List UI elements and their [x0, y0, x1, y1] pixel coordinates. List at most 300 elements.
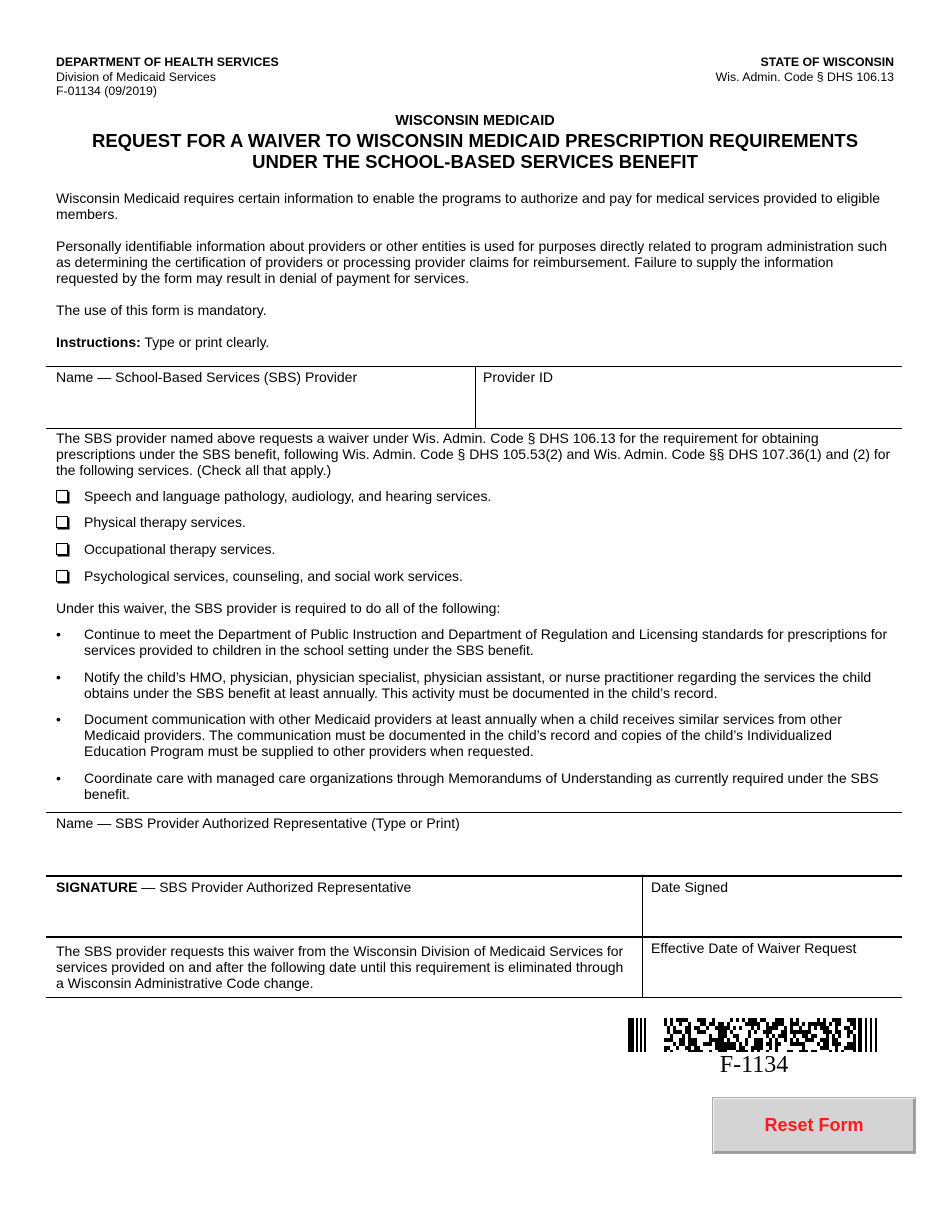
barcode-module: [829, 1030, 832, 1034]
barcode-module: [754, 1042, 757, 1046]
barcode-module: [769, 1046, 772, 1050]
barcode-module: [772, 1026, 775, 1030]
barcode-module: [850, 1046, 853, 1050]
barcode-module: [664, 1022, 667, 1026]
barcode-module: [823, 1030, 826, 1034]
barcode-module: [736, 1034, 739, 1038]
barcode-module: [754, 1030, 757, 1034]
state-name: STATE OF WISCONSIN: [760, 55, 894, 69]
barcode-module: [769, 1026, 772, 1030]
barcode-module: [805, 1030, 808, 1034]
barcode-module: [808, 1030, 811, 1034]
requirement-item: [56, 770, 896, 802]
barcode-module: [763, 1018, 766, 1022]
barcode-module: [784, 1030, 787, 1034]
barcode-module: [733, 1046, 736, 1050]
barcode-module: [781, 1030, 784, 1034]
bullet: •: [56, 711, 61, 727]
barcode-module: [718, 1022, 721, 1026]
header-right: [716, 55, 894, 84]
barcode-module: [784, 1034, 787, 1038]
barcode-module: [688, 1038, 691, 1042]
barcode-module: [706, 1042, 709, 1046]
barcode-module: [796, 1038, 799, 1042]
barcode-module: [727, 1038, 730, 1042]
barcode-module: [817, 1022, 820, 1026]
barcode: [628, 1018, 880, 1052]
barcode-module: [826, 1026, 829, 1030]
barcode-module: [703, 1022, 706, 1026]
department-name: DEPARTMENT OF HEALTH SERVICES: [56, 55, 279, 69]
barcode-module: [802, 1030, 805, 1034]
barcode-module: [751, 1046, 754, 1050]
barcode-module: [766, 1042, 769, 1046]
barcode-module: [718, 1030, 721, 1034]
barcode-module: [688, 1046, 691, 1050]
barcode-module: [730, 1030, 733, 1034]
barcode-module: [835, 1046, 838, 1050]
barcode-module: [811, 1022, 814, 1026]
barcode-bar: [858, 1018, 862, 1052]
requirement-text: Document communication with other Medicaid providers at least annually when a child receives similar services from other Medicaid providers. The communication must be documented in the child’s record and copies of the child’s Individualized Education Program must be supplied to other providers when requested.: [84, 711, 842, 760]
barcode-module: [775, 1026, 778, 1030]
barcode-module: [670, 1034, 673, 1038]
barcode-module: [850, 1042, 853, 1046]
barcode-module: [847, 1046, 850, 1050]
barcode-module: [679, 1030, 682, 1034]
barcode-module: [727, 1042, 730, 1046]
barcode-module: [694, 1026, 697, 1030]
barcode-module: [772, 1022, 775, 1026]
barcode-module: [703, 1042, 706, 1046]
barcode-module: [853, 1046, 856, 1050]
barcode-module: [796, 1042, 799, 1046]
barcode-module: [832, 1018, 835, 1022]
barcode-module: [766, 1022, 769, 1026]
barcode-module: [730, 1018, 733, 1022]
service-label: Physical therapy services.: [84, 514, 246, 530]
barcode-module: [697, 1026, 700, 1030]
barcode-module: [853, 1026, 856, 1030]
barcode-module: [685, 1046, 688, 1050]
barcode-module: [664, 1046, 667, 1050]
barcode-module: [853, 1022, 856, 1026]
barcode-module: [766, 1030, 769, 1034]
checkbox[interactable]: [56, 570, 68, 582]
checkbox[interactable]: [56, 490, 68, 502]
barcode-module: [769, 1042, 772, 1046]
intro-paragraph-2: Personally identifiable information about providers or other entities is used for purposes directly related to program administration such as determining the certification of providers or processing provider claims for reimbursement. Failure to supply the information requested by the form may result in denial of payment for services.: [56, 238, 888, 287]
barcode-module: [790, 1018, 793, 1022]
barcode-module: [742, 1018, 745, 1022]
barcode-module: [838, 1034, 841, 1038]
barcode-bar: [870, 1018, 872, 1052]
barcode-module: [664, 1038, 667, 1042]
barcode-module: [760, 1042, 763, 1046]
barcode-module: [733, 1034, 736, 1038]
barcode-module: [793, 1030, 796, 1034]
signature-label-bold: SIGNATURE: [56, 879, 138, 895]
barcode-module: [826, 1042, 829, 1046]
barcode-module: [754, 1046, 757, 1050]
barcode-module: [823, 1038, 826, 1042]
barcode-module: [769, 1038, 772, 1042]
barcode-module: [709, 1038, 712, 1042]
barcode-module: [784, 1026, 787, 1030]
barcode-module: [751, 1018, 754, 1022]
barcode-module: [820, 1046, 823, 1050]
barcode-module: [748, 1022, 751, 1026]
barcode-module: [835, 1042, 838, 1046]
form-title: [0, 113, 950, 172]
barcode-module: [847, 1034, 850, 1038]
divider: [475, 366, 476, 428]
barcode-module: [835, 1038, 838, 1042]
barcode-module: [700, 1022, 703, 1026]
representative-name-label: Name — SBS Provider Authorized Representative (Type or Print): [56, 815, 460, 831]
barcode-module: [718, 1038, 721, 1042]
barcode-module: [721, 1038, 724, 1042]
barcode-module: [790, 1042, 793, 1046]
barcode-module: [832, 1042, 835, 1046]
barcode-module: [814, 1022, 817, 1026]
barcode-module: [670, 1018, 673, 1022]
barcode-module: [844, 1046, 847, 1050]
barcode-module: [739, 1042, 742, 1046]
reset-form-button[interactable]: Reset Form: [712, 1097, 916, 1154]
service-option[interactable]: [56, 568, 463, 584]
requirements-intro: Under this waiver, the SBS provider is required to do all of the following:: [56, 600, 501, 616]
checkbox[interactable]: [56, 543, 68, 555]
barcode-module: [826, 1038, 829, 1042]
barcode-module: [727, 1046, 730, 1050]
barcode-module: [781, 1018, 784, 1022]
barcode-module: [796, 1018, 799, 1022]
barcode-module: [775, 1038, 778, 1042]
barcode-module: [667, 1030, 670, 1034]
barcode-module: [739, 1046, 742, 1050]
barcode-module: [718, 1046, 721, 1050]
barcode-module: [835, 1022, 838, 1026]
barcode-module: [778, 1042, 781, 1046]
service-option[interactable]: [56, 488, 491, 504]
barcode-module: [703, 1030, 706, 1034]
effective-date-text: The SBS provider requests this waiver from the Wisconsin Division of Medicaid Services for services provided on and after the following date until this requirement is eliminated through a Wisconsin Administrative Code change.: [56, 943, 624, 992]
barcode-module: [709, 1042, 712, 1046]
barcode-module: [757, 1026, 760, 1030]
header-left: [56, 55, 279, 99]
barcode-module: [823, 1042, 826, 1046]
requirement-text: Coordinate care with managed care organizations through Memorandums of Understanding as currently required under the SBS benefit.: [84, 770, 879, 803]
date-signed-input[interactable]: [651, 900, 895, 934]
barcode-module: [715, 1038, 718, 1042]
barcode-module: [802, 1046, 805, 1050]
barcode-module: [832, 1038, 835, 1042]
barcode-module: [790, 1022, 793, 1026]
barcode-module: [682, 1034, 685, 1038]
barcode-module: [838, 1042, 841, 1046]
barcode-module: [802, 1042, 805, 1046]
barcode-module: [742, 1046, 745, 1050]
barcode-module: [688, 1030, 691, 1034]
barcode-module: [790, 1026, 793, 1030]
barcode-module: [757, 1042, 760, 1046]
barcode-module: [775, 1018, 778, 1022]
barcode-module: [820, 1038, 823, 1042]
barcode-module: [835, 1026, 838, 1030]
barcode-module: [709, 1034, 712, 1038]
barcode-module: [784, 1038, 787, 1042]
barcode-module: [769, 1030, 772, 1034]
barcode-module: [733, 1026, 736, 1030]
barcode-module: [724, 1046, 727, 1050]
barcode-module: [820, 1022, 823, 1026]
barcode-module: [667, 1026, 670, 1030]
barcode-module: [679, 1018, 682, 1022]
barcode-module: [823, 1046, 826, 1050]
barcode-module: [700, 1030, 703, 1034]
barcode-module: [790, 1038, 793, 1042]
barcode-module: [691, 1038, 694, 1042]
barcode-module: [844, 1026, 847, 1030]
barcode-module: [721, 1046, 724, 1050]
barcode-module: [781, 1034, 784, 1038]
barcode-module: [847, 1030, 850, 1034]
barcode-module: [724, 1034, 727, 1038]
bullet: •: [56, 669, 61, 685]
signature-field[interactable]: [56, 900, 631, 932]
barcode-module: [781, 1022, 784, 1026]
barcode-module: [817, 1018, 820, 1022]
barcode-module: [715, 1046, 718, 1050]
divider: [46, 428, 902, 429]
barcode-module: [853, 1018, 856, 1022]
barcode-module: [697, 1030, 700, 1034]
barcode-module: [817, 1042, 820, 1046]
barcode-module: [694, 1042, 697, 1046]
barcode-module: [733, 1042, 736, 1046]
barcode-module: [688, 1022, 691, 1026]
barcode-module: [754, 1038, 757, 1042]
division-name: Division of Medicaid Services: [56, 69, 216, 84]
barcode-module: [853, 1042, 856, 1046]
barcode-module: [736, 1018, 739, 1022]
barcode-module: [760, 1038, 763, 1042]
barcode-module: [724, 1030, 727, 1034]
intro-paragraph-1: Wisconsin Medicaid requires certain information to enable the programs to authorize and pay for medical services provided to eligible members.: [56, 190, 881, 223]
barcode-module: [826, 1046, 829, 1050]
barcode-module: [826, 1034, 829, 1038]
barcode-module: [802, 1034, 805, 1038]
barcode-module: [799, 1030, 802, 1034]
barcode-module: [847, 1018, 850, 1022]
barcode-module: [799, 1026, 802, 1030]
barcode-module: [667, 1046, 670, 1050]
divider: [46, 812, 902, 813]
checkbox[interactable]: [56, 516, 68, 528]
barcode-module: [724, 1042, 727, 1046]
bullet: •: [56, 770, 61, 786]
barcode-bar: [875, 1018, 877, 1052]
barcode-module: [823, 1026, 826, 1030]
barcode-module: [808, 1022, 811, 1026]
barcode-module: [853, 1038, 856, 1042]
barcode-module: [736, 1038, 739, 1042]
requirement-item: [56, 711, 896, 760]
barcode-module: [853, 1034, 856, 1038]
provider-id-input[interactable]: [483, 390, 897, 426]
barcode-module: [811, 1034, 814, 1038]
barcode-bar: [628, 1018, 634, 1052]
barcode-module: [685, 1018, 688, 1022]
barcode-module: [808, 1038, 811, 1042]
barcode-module: [835, 1030, 838, 1034]
barcode-module: [697, 1046, 700, 1050]
barcode-module: [667, 1038, 670, 1042]
barcode-module: [763, 1030, 766, 1034]
effective-date-input[interactable]: [651, 962, 895, 994]
requirement-item: [56, 669, 896, 701]
barcode-module: [835, 1018, 838, 1022]
instructions-label: Instructions:: [56, 334, 141, 350]
barcode-module: [730, 1042, 733, 1046]
admin-code: Wis. Admin. Code § DHS 106.13: [715, 69, 894, 84]
barcode-module: [664, 1018, 667, 1022]
instructions-text: Type or print clearly.: [140, 334, 270, 350]
barcode-module: [775, 1046, 778, 1050]
representative-name-input[interactable]: [56, 836, 896, 872]
barcode-module: [727, 1026, 730, 1030]
service-option[interactable]: [56, 541, 275, 557]
barcode-bar: [636, 1018, 638, 1052]
barcode-module: [820, 1026, 823, 1030]
barcode-module: [679, 1038, 682, 1042]
barcode-module: [811, 1038, 814, 1042]
barcode-module: [694, 1046, 697, 1050]
barcode-module: [688, 1026, 691, 1030]
barcode-bar: [644, 1018, 646, 1052]
service-label: Speech and language pathology, audiology, and hearing services.: [84, 488, 492, 504]
barcode-module: [685, 1026, 688, 1030]
barcode-module: [676, 1030, 679, 1034]
barcode-module: [760, 1018, 763, 1022]
barcode-module: [718, 1042, 721, 1046]
barcode-module: [682, 1038, 685, 1042]
barcode-module: [757, 1022, 760, 1026]
barcode-module: [712, 1022, 715, 1026]
barcode-module: [727, 1022, 730, 1026]
barcode-module: [793, 1034, 796, 1038]
barcode-module: [790, 1030, 793, 1034]
service-option[interactable]: [56, 514, 246, 530]
title-line-1: REQUEST FOR A WAIVER TO WISCONSIN MEDICAID PRESCRIPTION REQUIREMENTS: [91, 130, 859, 151]
barcode-module: [832, 1034, 835, 1038]
barcode-bar: [640, 1018, 642, 1052]
barcode-module: [739, 1026, 742, 1030]
barcode-module: [838, 1018, 841, 1022]
barcode-module: [748, 1034, 751, 1038]
bullet: •: [56, 626, 61, 642]
waiver-request-text: The SBS provider named above requests a waiver under Wis. Admin. Code § DHS 106.13 for the requirement for obtaining prescriptions under the SBS benefit, following Wis. Admin. Code § DHS 105.53(2) and Wis. Admin. Code §§ DHS 107.36(1) and (2) for the following services. (Check all that apply.): [56, 430, 891, 479]
mandatory-notice: The use of this form is mandatory.: [56, 302, 267, 318]
barcode-module: [709, 1022, 712, 1026]
barcode-module: [703, 1018, 706, 1022]
barcode-module: [838, 1022, 841, 1026]
barcode-module: [748, 1030, 751, 1034]
divider: [46, 936, 902, 938]
barcode-module: [718, 1026, 721, 1030]
barcode-module: [829, 1022, 832, 1026]
barcode-module: [745, 1038, 748, 1042]
barcode-module: [721, 1034, 724, 1038]
barcode-module: [805, 1038, 808, 1042]
barcode-label: F-1134: [719, 1052, 789, 1078]
barcode-module: [823, 1022, 826, 1026]
barcode-module: [679, 1022, 682, 1026]
barcode-module: [676, 1046, 679, 1050]
divider: [46, 875, 902, 877]
barcode-module: [706, 1026, 709, 1030]
barcode-module: [718, 1034, 721, 1038]
signature-label: [56, 879, 411, 895]
barcode-module: [775, 1042, 778, 1046]
barcode-module: [721, 1022, 724, 1026]
barcode-module: [745, 1022, 748, 1026]
service-label: Psychological services, counseling, and social work services.: [84, 568, 463, 584]
provider-name-input[interactable]: [56, 390, 470, 426]
barcode-module: [670, 1022, 673, 1026]
barcode-module: [682, 1042, 685, 1046]
barcode-module: [847, 1026, 850, 1030]
requirement-text: Notify the child’s HMO, physician, physician specialist, physician assistant, or nurse practitioner regarding the services the child obtains under the SBS benefit at least annually. This activity must be documented in the child’s record.: [84, 669, 872, 702]
barcode-module: [715, 1026, 718, 1030]
barcode-module: [712, 1038, 715, 1042]
barcode-module: [823, 1018, 826, 1022]
barcode-module: [850, 1030, 853, 1034]
program-title: WISCONSIN MEDICAID: [395, 113, 555, 129]
barcode-module: [688, 1034, 691, 1038]
barcode-module: [673, 1026, 676, 1030]
barcode-module: [694, 1038, 697, 1042]
barcode-module: [814, 1034, 817, 1038]
barcode-module: [745, 1042, 748, 1046]
barcode-module: [772, 1034, 775, 1038]
barcode-module: [793, 1042, 796, 1046]
barcode-module: [775, 1022, 778, 1026]
barcode-module: [712, 1018, 715, 1022]
requirement-item: [56, 626, 896, 658]
divider: [46, 997, 902, 998]
barcode-module: [838, 1030, 841, 1034]
barcode-module: [673, 1030, 676, 1034]
barcode-module: [679, 1042, 682, 1046]
barcode-module: [676, 1018, 679, 1022]
barcode-module: [721, 1026, 724, 1030]
barcode-module: [847, 1042, 850, 1046]
barcode-bar: [865, 1018, 867, 1052]
barcode-module: [808, 1026, 811, 1030]
barcode-module: [688, 1042, 691, 1046]
barcode-module: [796, 1022, 799, 1026]
barcode-module: [778, 1022, 781, 1026]
barcode-module: [757, 1038, 760, 1042]
barcode-module: [751, 1022, 754, 1026]
barcode-module: [673, 1042, 676, 1046]
barcode-module: [748, 1018, 751, 1022]
barcode-module: [724, 1026, 727, 1030]
barcode-module: [751, 1026, 754, 1030]
barcode-module: [766, 1026, 769, 1030]
